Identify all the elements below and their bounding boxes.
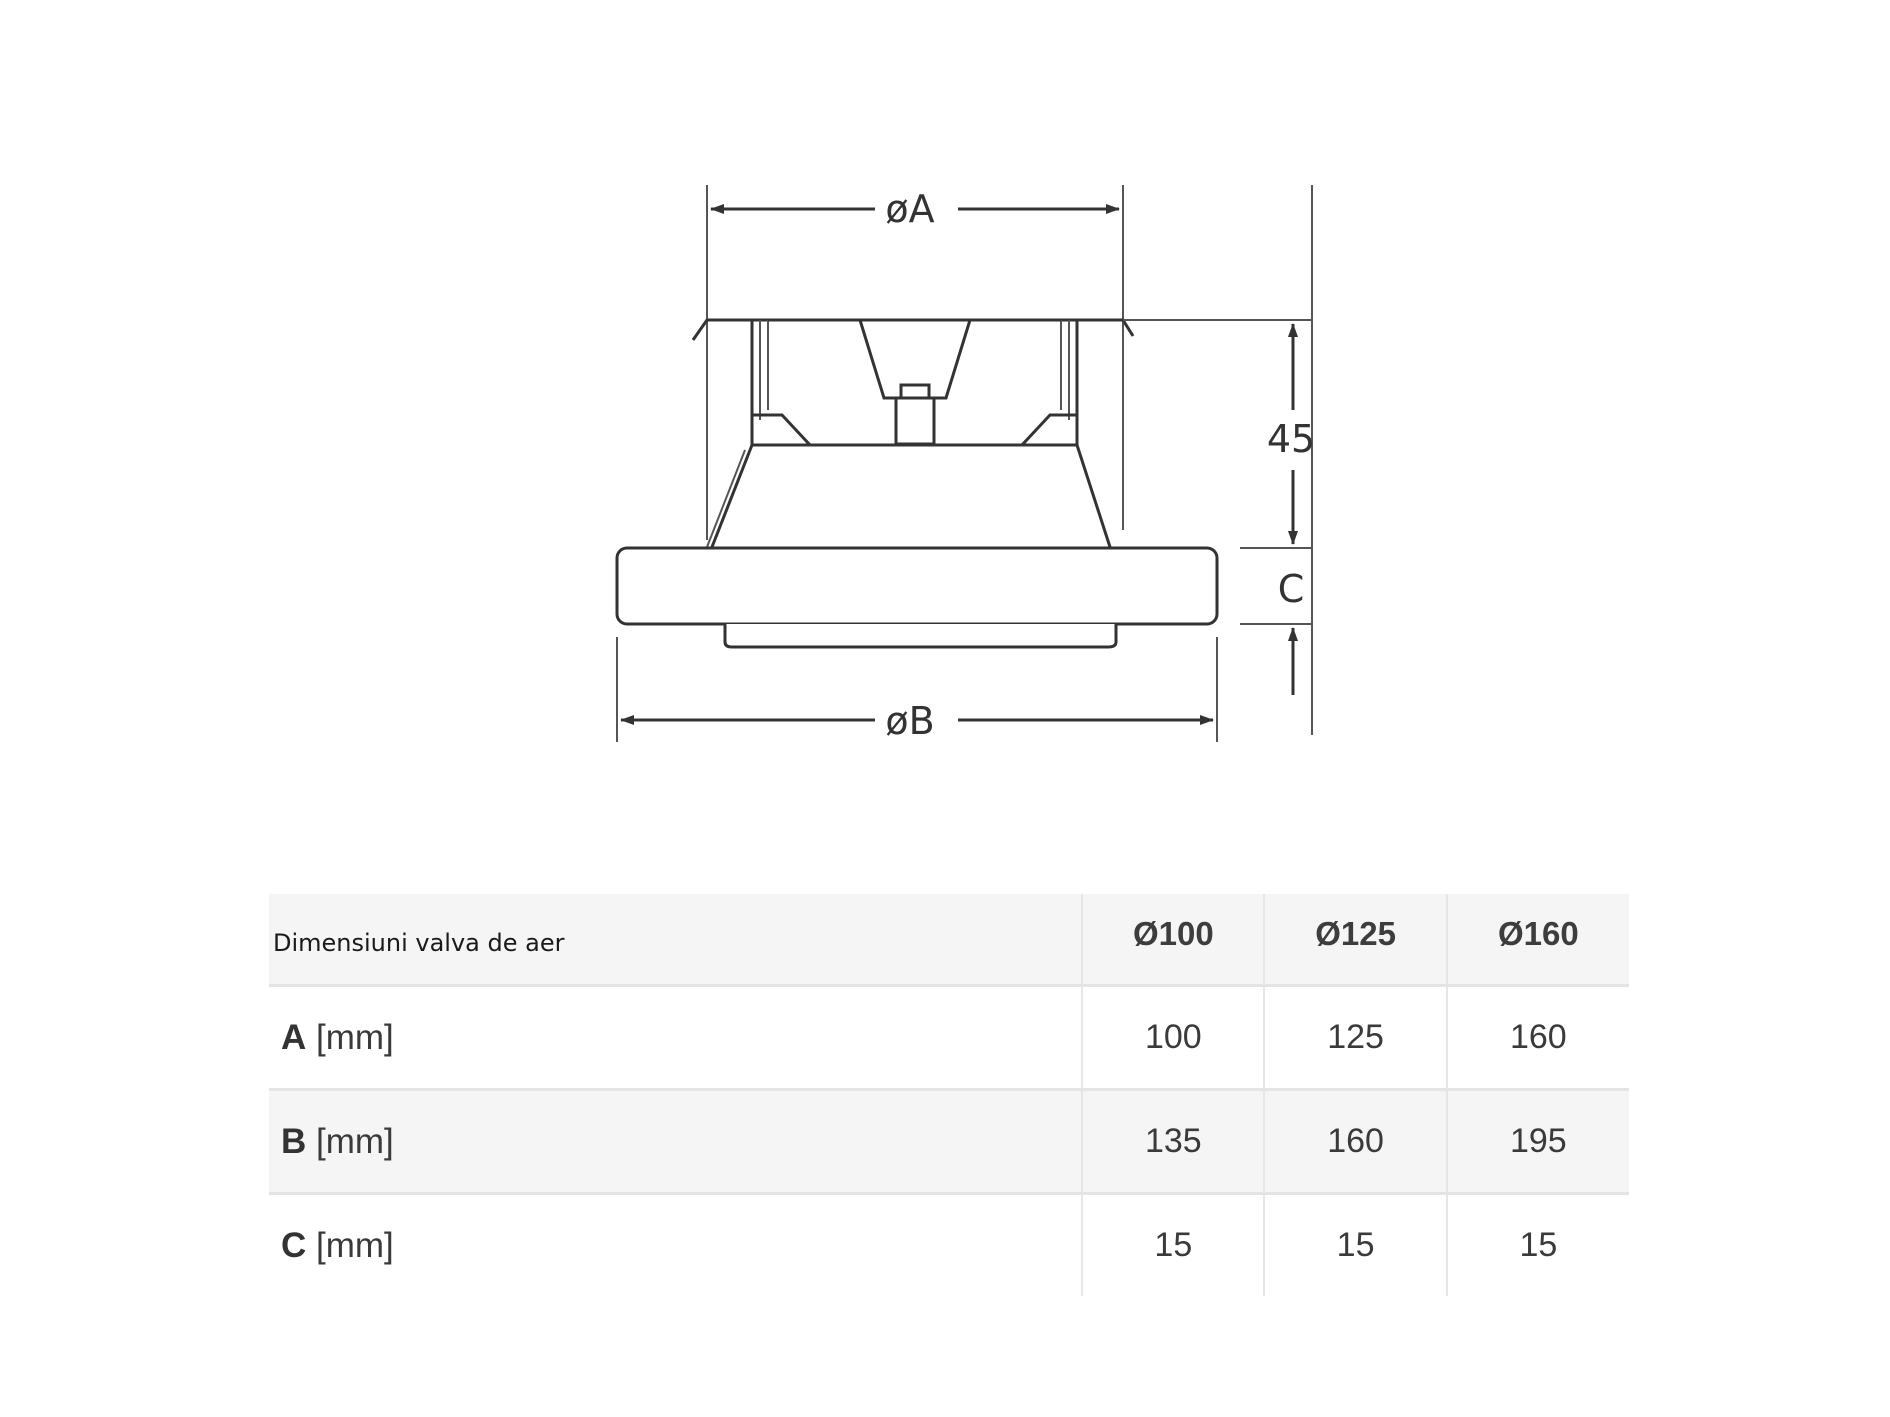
row-label-a: A [mm] bbox=[269, 986, 1082, 1090]
column-header-125: Ø125 bbox=[1264, 894, 1446, 986]
dimension-a bbox=[711, 187, 1119, 231]
table-header-row bbox=[269, 894, 1629, 986]
label-dia-b: øB bbox=[885, 699, 935, 743]
table-cell: 135 bbox=[1082, 1090, 1264, 1194]
table-row-b bbox=[269, 1090, 1629, 1194]
table-cell: 160 bbox=[1264, 1090, 1446, 1194]
table-row-a bbox=[269, 986, 1629, 1090]
dimension-height bbox=[1267, 324, 1315, 544]
table-cell: 100 bbox=[1082, 986, 1264, 1090]
table-row-c bbox=[269, 1194, 1629, 1297]
valve-right-wall bbox=[1022, 320, 1077, 445]
valve-lower-body bbox=[707, 445, 1110, 547]
table-cell: 15 bbox=[1082, 1194, 1264, 1297]
label-dia-a: øA bbox=[885, 187, 935, 231]
table-cell: 125 bbox=[1264, 986, 1446, 1090]
valve-top-rim bbox=[693, 320, 1312, 340]
column-header-160: Ø160 bbox=[1447, 894, 1629, 986]
valve-base-plate bbox=[617, 548, 1217, 624]
dimension-c bbox=[1278, 567, 1305, 695]
label-height-45: 45 bbox=[1266, 417, 1316, 461]
valve-bottom-disc bbox=[725, 624, 1116, 647]
table-cell: 15 bbox=[1447, 1194, 1629, 1297]
label-c: C bbox=[1277, 567, 1305, 611]
valve-center-cone bbox=[768, 320, 1061, 444]
row-label-c: C [mm] bbox=[269, 1194, 1082, 1297]
column-header-100: Ø100 bbox=[1082, 894, 1264, 986]
row-label-b: B [mm] bbox=[269, 1090, 1082, 1194]
table-cell: 160 bbox=[1447, 986, 1629, 1090]
dimensions-table bbox=[269, 894, 1629, 1296]
valve-left-wall bbox=[752, 320, 810, 445]
table-cell: 15 bbox=[1264, 1194, 1446, 1297]
dimension-b bbox=[621, 699, 1213, 743]
table-cell: 195 bbox=[1447, 1090, 1629, 1194]
table-title: Dimensiuni valva de aer bbox=[269, 894, 1082, 986]
